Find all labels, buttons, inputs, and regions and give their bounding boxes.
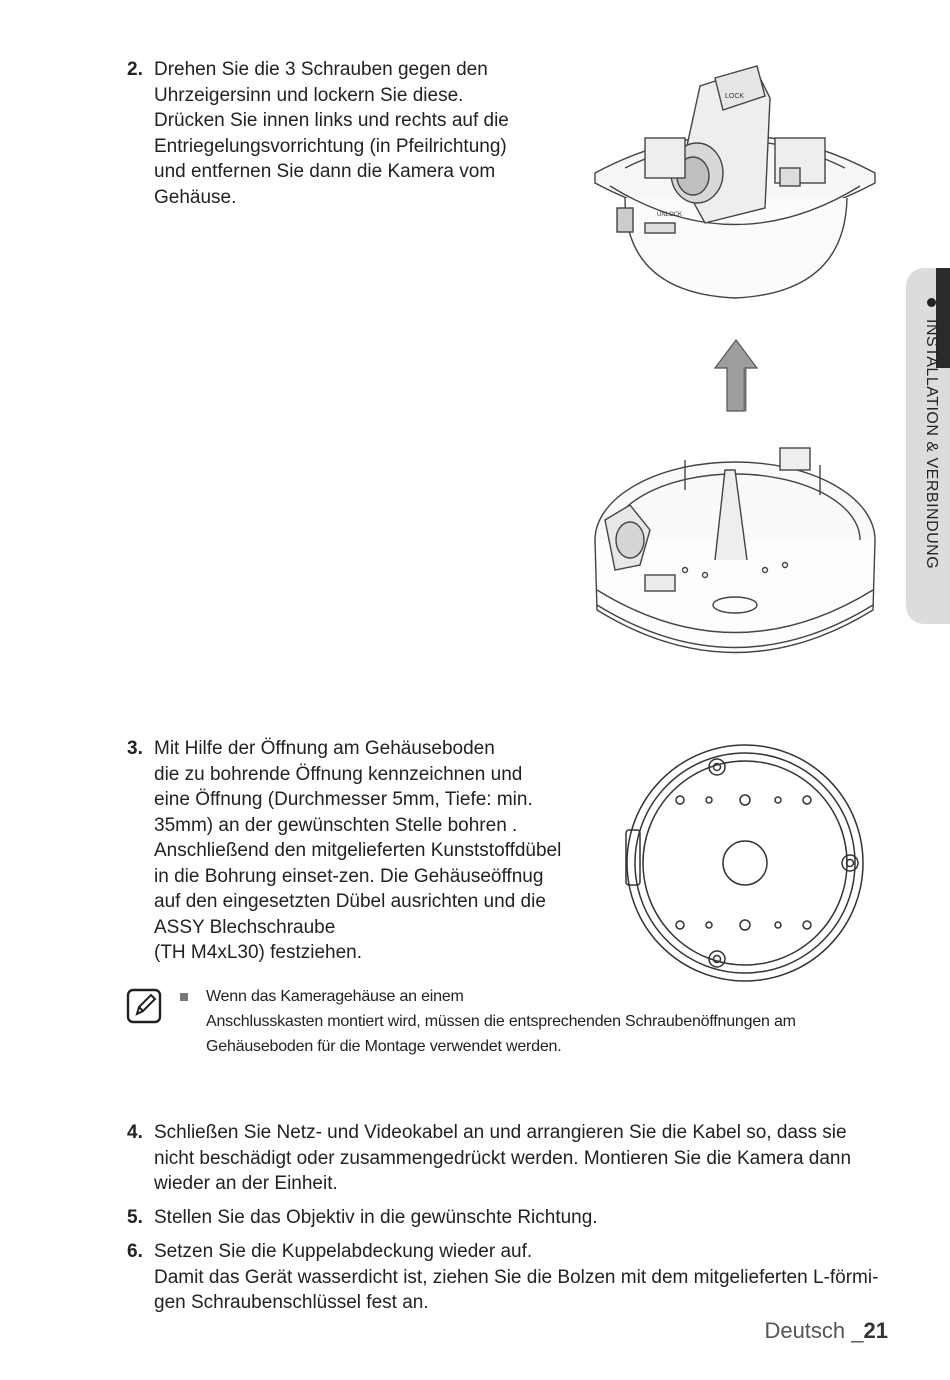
step-number: 3.	[127, 738, 143, 759]
step-line: Anschließend den mitgelieferten Kunststoffdübel	[154, 840, 562, 861]
step-number: 4.	[127, 1122, 143, 1143]
step-line: Drehen Sie die 3 Schrauben gegen den	[154, 59, 488, 80]
note-line: Wenn das Kameragehäuse an einem	[206, 988, 464, 1005]
step-line: Entriegelungsvorrichtung (in Pfeilrichtung)	[154, 135, 507, 157]
page-number: 21	[863, 1318, 888, 1343]
step-text	[154, 1205, 894, 1231]
square-bullet-icon	[180, 993, 188, 1001]
housing-illustration	[585, 440, 885, 690]
step-text	[154, 1120, 894, 1197]
step-3	[127, 736, 594, 966]
bullet-dot-icon	[927, 298, 936, 307]
step-text	[154, 1239, 894, 1316]
step-line: und entfernen Sie dann die Kamera vom	[154, 161, 496, 182]
step-line: Gehäuse.	[154, 186, 237, 208]
unlock-label: UNLOCK	[657, 212, 683, 218]
step-line: die zu bohrende Öffnung kennzeichnen und	[154, 763, 523, 785]
step-line: eine Öffnung (Durchmesser 5mm, Tiefe: min.	[154, 789, 533, 810]
step-line: ASSY Blechschraube	[154, 916, 336, 938]
camera-module-illustration	[585, 58, 885, 308]
housing-bottom-illustration	[620, 740, 870, 990]
step-line: (TH M4xL30) festziehen.	[154, 942, 363, 963]
step-2	[127, 57, 554, 210]
step-line: Schließen Sie Netz- und Videokabel an und arrangieren Sie die Kabel so, dass sie	[154, 1122, 847, 1143]
step-number: 2.	[127, 59, 143, 80]
step-line: gen Schraubenschlüssel fest an.	[154, 1292, 429, 1313]
step-line: wieder an der Einheit.	[154, 1173, 338, 1194]
step-text	[154, 736, 594, 966]
arrow-up-icon	[713, 338, 759, 413]
step-line: Mit Hilfe der Öffnung am Gehäuseboden	[154, 738, 495, 759]
step-line: Drücken Sie innen links und rechts auf die	[154, 110, 509, 131]
step-6	[127, 1239, 894, 1316]
note-text	[206, 984, 866, 1059]
step-line: Uhrzeigersinn und lockern Sie diese.	[154, 84, 464, 106]
note-pencil-icon	[125, 987, 163, 1025]
step-number: 6.	[127, 1241, 143, 1262]
note-line: Gehäuseboden für die Montage verwendet werden.	[206, 1038, 562, 1055]
step-line: Damit das Gerät wasserdicht ist, ziehen Sie die Bolzen mit dem mitgelieferten L-förmi-	[154, 1266, 879, 1288]
step-line: Stellen Sie das Objektiv in die gewünschte Richtung.	[154, 1207, 598, 1228]
section-side-tab	[906, 268, 950, 624]
step-line: auf den eingesetzten Dübel ausrichten und die	[154, 891, 546, 912]
side-tab-text: INSTALLATION & VERBINDUNG	[923, 319, 940, 570]
step-text	[154, 57, 554, 210]
side-tab-label	[914, 298, 940, 618]
step-line: nicht beschädigt oder zusammengedrückt werden. Montieren Sie die Kamera dann	[154, 1147, 852, 1169]
step-5	[127, 1205, 894, 1231]
step-4	[127, 1120, 894, 1197]
step-number: 5.	[127, 1207, 143, 1228]
note-line: Anschlusskasten montiert wird, müssen die entsprechenden Schraubenöffnungen am	[206, 1013, 796, 1030]
step-line: 35mm) an der gewünschten Stelle bohren .	[154, 814, 518, 836]
step-line: in die Bohrung einset-zen. Die Gehäuseöffnug	[154, 865, 544, 887]
step-line: Setzen Sie die Kuppelabdeckung wieder auf.	[154, 1241, 533, 1262]
lock-label: LOCK	[725, 93, 745, 100]
footer-language: Deutsch _	[764, 1318, 864, 1343]
page-footer	[764, 1318, 888, 1344]
